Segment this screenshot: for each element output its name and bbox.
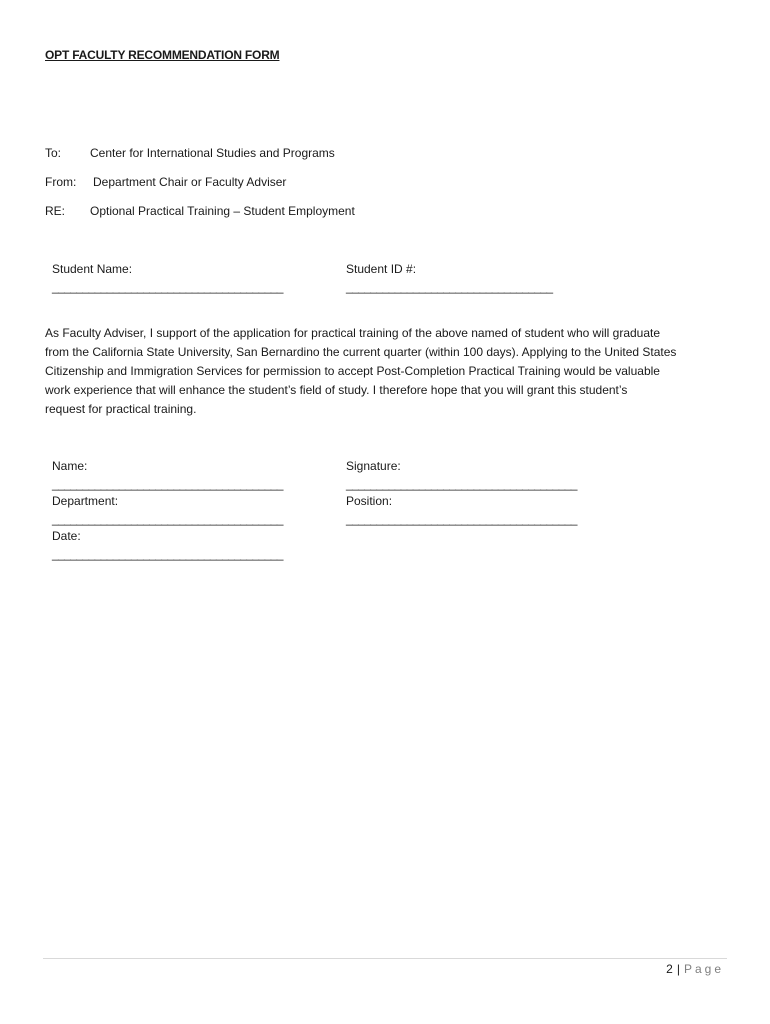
page-footer — [666, 962, 724, 976]
paragraph-line: As Faculty Adviser, I support of the application for practical training of the above named of student who will graduate — [45, 326, 661, 340]
signature-field[interactable]: ______________________________________ — [346, 477, 577, 491]
paragraph-line: from the California State University, San Bernardino the current quarter (within 100 days). Applying to the United States — [45, 345, 677, 359]
form-title: OPT FACULTY RECOMMENDATION FORM — [45, 48, 280, 62]
department-field[interactable]: ______________________________________ — [52, 512, 283, 526]
page-number: 2 — [666, 962, 673, 976]
paragraph-line: request for practical training. — [45, 402, 197, 416]
student-id-label: Student ID #: — [346, 262, 417, 276]
student-name-label: Student Name: — [52, 262, 133, 276]
student-id-field[interactable]: __________________________________ — [346, 280, 553, 294]
footer-divider — [43, 958, 727, 959]
memo-re-value: Optional Practical Training – Student Employment — [90, 204, 355, 218]
paragraph-line: work experience that will enhance the student’s field of study. I therefore hope that you will grant this student’s — [45, 383, 628, 397]
date-field[interactable]: ______________________________________ — [52, 547, 283, 561]
memo-from-label: From: — [45, 175, 77, 189]
recommendation-paragraph — [45, 324, 735, 419]
memo-to-label: To: — [45, 146, 62, 160]
department-label: Department: — [52, 494, 119, 508]
adviser-name-label: Name: — [52, 459, 88, 473]
adviser-name-field[interactable]: ______________________________________ — [52, 477, 283, 491]
date-label: Date: — [52, 529, 81, 543]
student-name-field[interactable]: ______________________________________ — [52, 280, 283, 294]
footer-separator: | — [676, 962, 680, 976]
paragraph-line: Citizenship and Immigration Services for permission to accept Post-Completion Practical Training would be valuable — [45, 364, 660, 378]
memo-re-label: RE: — [45, 204, 66, 218]
position-label: Position: — [346, 494, 393, 508]
page-word: Page — [683, 962, 724, 976]
signature-label: Signature: — [346, 459, 401, 473]
position-field[interactable]: ______________________________________ — [346, 512, 577, 526]
memo-to-value: Center for International Studies and Programs — [90, 146, 335, 160]
memo-from-value: Department Chair or Faculty Adviser — [93, 175, 287, 189]
